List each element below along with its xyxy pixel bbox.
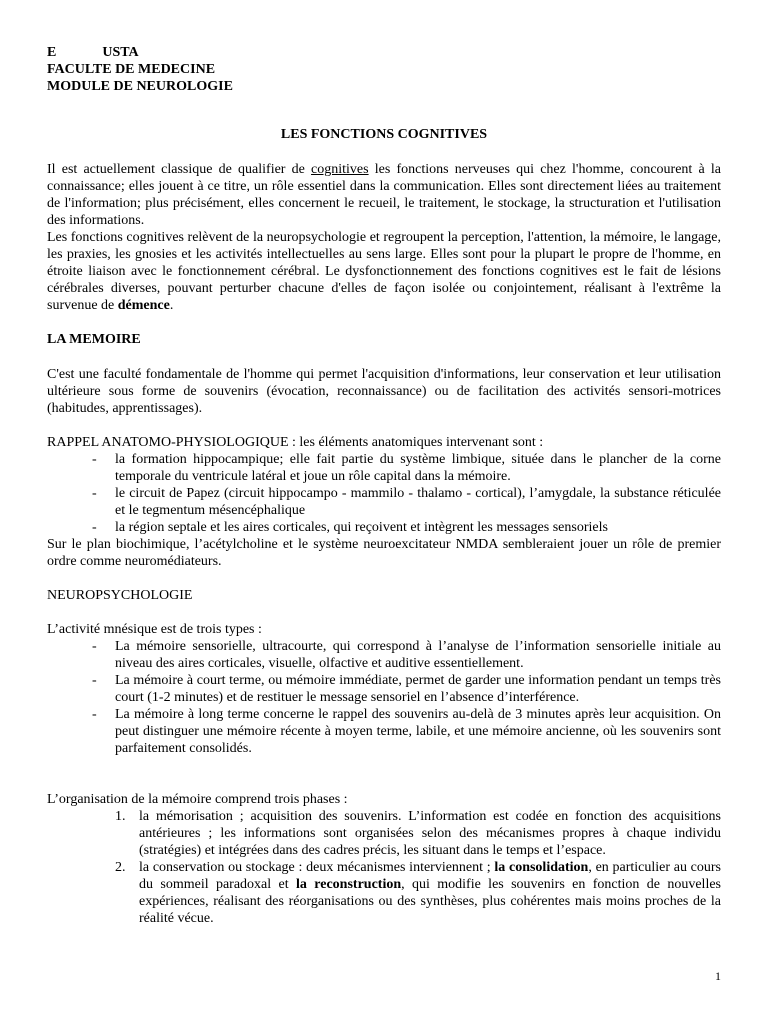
list-number: 2. (115, 860, 126, 875)
text-run: la conservation ou stockage : deux mécanismes interviennent ; (139, 860, 495, 875)
institution-initial: E (47, 45, 57, 60)
intro-paragraph-1 (47, 161, 721, 229)
biochemistry-paragraph: Sur le plan biochimique, l’acétylcholine et le système neuroexcitateur NMDA sembleraient jouer un rôle de premier ordre comme neuromédiateurs. (47, 537, 721, 569)
bold-term: la reconstruction (296, 877, 402, 892)
list-item: - le circuit de Papez (circuit hippocampo - mammilo - thalamo - cortical), l’amygdale, la substance réticulée et le tegmentum mésencéphalique (47, 485, 721, 519)
bold-term: la consolidation (494, 860, 589, 875)
text-run: . (169, 298, 174, 313)
list-item: - La mémoire sensorielle, ultracourte, qui correspond à l’analyse de l’information sensorielle initiale au niveau des aires corticales, visuelle, olfactive et auditive essentiellement. (47, 638, 721, 672)
module-name: MODULE DE NEUROLOGIE (47, 79, 233, 94)
text-run: la mémorisation ; acquisition des souvenirs. L’information est codée en fonction des acquisitions antérieures ; les informations sont organisées selon des mécanismes propres à chaque individu (stratégies) et intégrées dans des cadres précis, les situant dans le temps et l’espace. (139, 809, 721, 858)
document-title: LES FONCTIONS COGNITIVES (280, 127, 488, 142)
rappel-list (47, 451, 721, 536)
bold-term: démence (117, 298, 170, 313)
list-item (47, 859, 721, 927)
text-run: , en particulier au cours du sommeil paradoxal et (139, 860, 721, 892)
page-number: 1 (715, 969, 721, 983)
list-item (47, 808, 721, 859)
list-item: - La mémoire à long terme concerne le rappel des souvenirs au-delà de 3 minutes après leur acquisition. On peut distinguer une mémoire récente à moyen terme, labile, et une mémoire ancienne, où les souvenirs sont parfaitement consolidés. (47, 706, 721, 757)
memoire-definition: C'est une faculté fondamentale de l'homme qui permet l'acquisition d'informations, leur conservation et leur utilisation ultérieure sous forme de souvenirs (évocation, reconnaissance) ou de facilitation des activités sensori-motrices (habitudes, apprentissages). (47, 367, 721, 416)
memory-types-list (47, 638, 721, 757)
text-run: les fonctions nerveuses qui chez l'homme, concourent à la connaissance; elles jouent à ce titre, un rôle essentiel dans la communication. Elles sont directement liées au traitement de l'information; plus précisément, elles concernent le recueil, le traitement, le stockage, la structuration et l'utilisation des informations. (47, 162, 721, 228)
text-run: Les fonctions cognitives relèvent de la neuropsychologie et regroupent la perception, l'attention, la mémoire, le langage, les praxies, les gnosies et les activités intellectuelles au sens large. Elles sont pour la plupart le propre de l'homme, en étroite liaison avec le fonctionnement cérébral. Le dysfonctionnement des fonctions cognitives est le fait de lésions cérébrales diverses, pouvant perturber chacune d'elles de façon isolée ou conjointement, réalisant à l'extrême la survenue de (47, 230, 721, 313)
rappel-intro: RAPPEL ANATOMO-PHYSIOLOGIQUE : les éléments anatomiques intervenant sont : (47, 435, 544, 450)
list-number: 1. (115, 809, 126, 824)
memory-phases-list (47, 808, 721, 927)
document-body (47, 161, 721, 927)
list-item: - La mémoire à court terme, ou mémoire immédiate, permet de garder une information pendant un temps très court (1-2 minutes) et de restituer le message sensoriel en l’absence d’interférence. (47, 672, 721, 706)
underlined-term: cognitives (311, 162, 369, 177)
list-item: - la formation hippocampique; elle fait partie du système limbique, située dans le plancher de la corne temporale du ventricule latéral et joue un rôle capital dans la mémoire. (47, 451, 721, 485)
section-heading-memoire: LA MEMOIRE (47, 332, 141, 347)
phases-intro: L’organisation de la mémoire comprend trois phases : (47, 792, 348, 807)
faculty-name: FACULTE DE MEDECINE (47, 62, 216, 77)
intro-paragraph-2 (47, 229, 721, 314)
neuropsychologie-heading: NEUROPSYCHOLOGIE (47, 588, 193, 603)
list-item: - la région septale et les aires corticales, qui reçoivent et intègrent les messages sensoriels (47, 519, 721, 536)
text-run: , qui modifie les souvenirs en fonction de nouvelles expériences, réalisant des réorganisations ou des synthèses, plus cohérentes mais moins proches de la réalité vécue. (139, 877, 721, 926)
text-run: Il est actuellement classique de qualifier de (47, 162, 312, 177)
document-header (47, 44, 233, 95)
institution-name (47, 44, 233, 61)
types-intro: L’activité mnésique est de trois types : (47, 622, 262, 637)
institution-acronym: USTA (102, 45, 139, 60)
